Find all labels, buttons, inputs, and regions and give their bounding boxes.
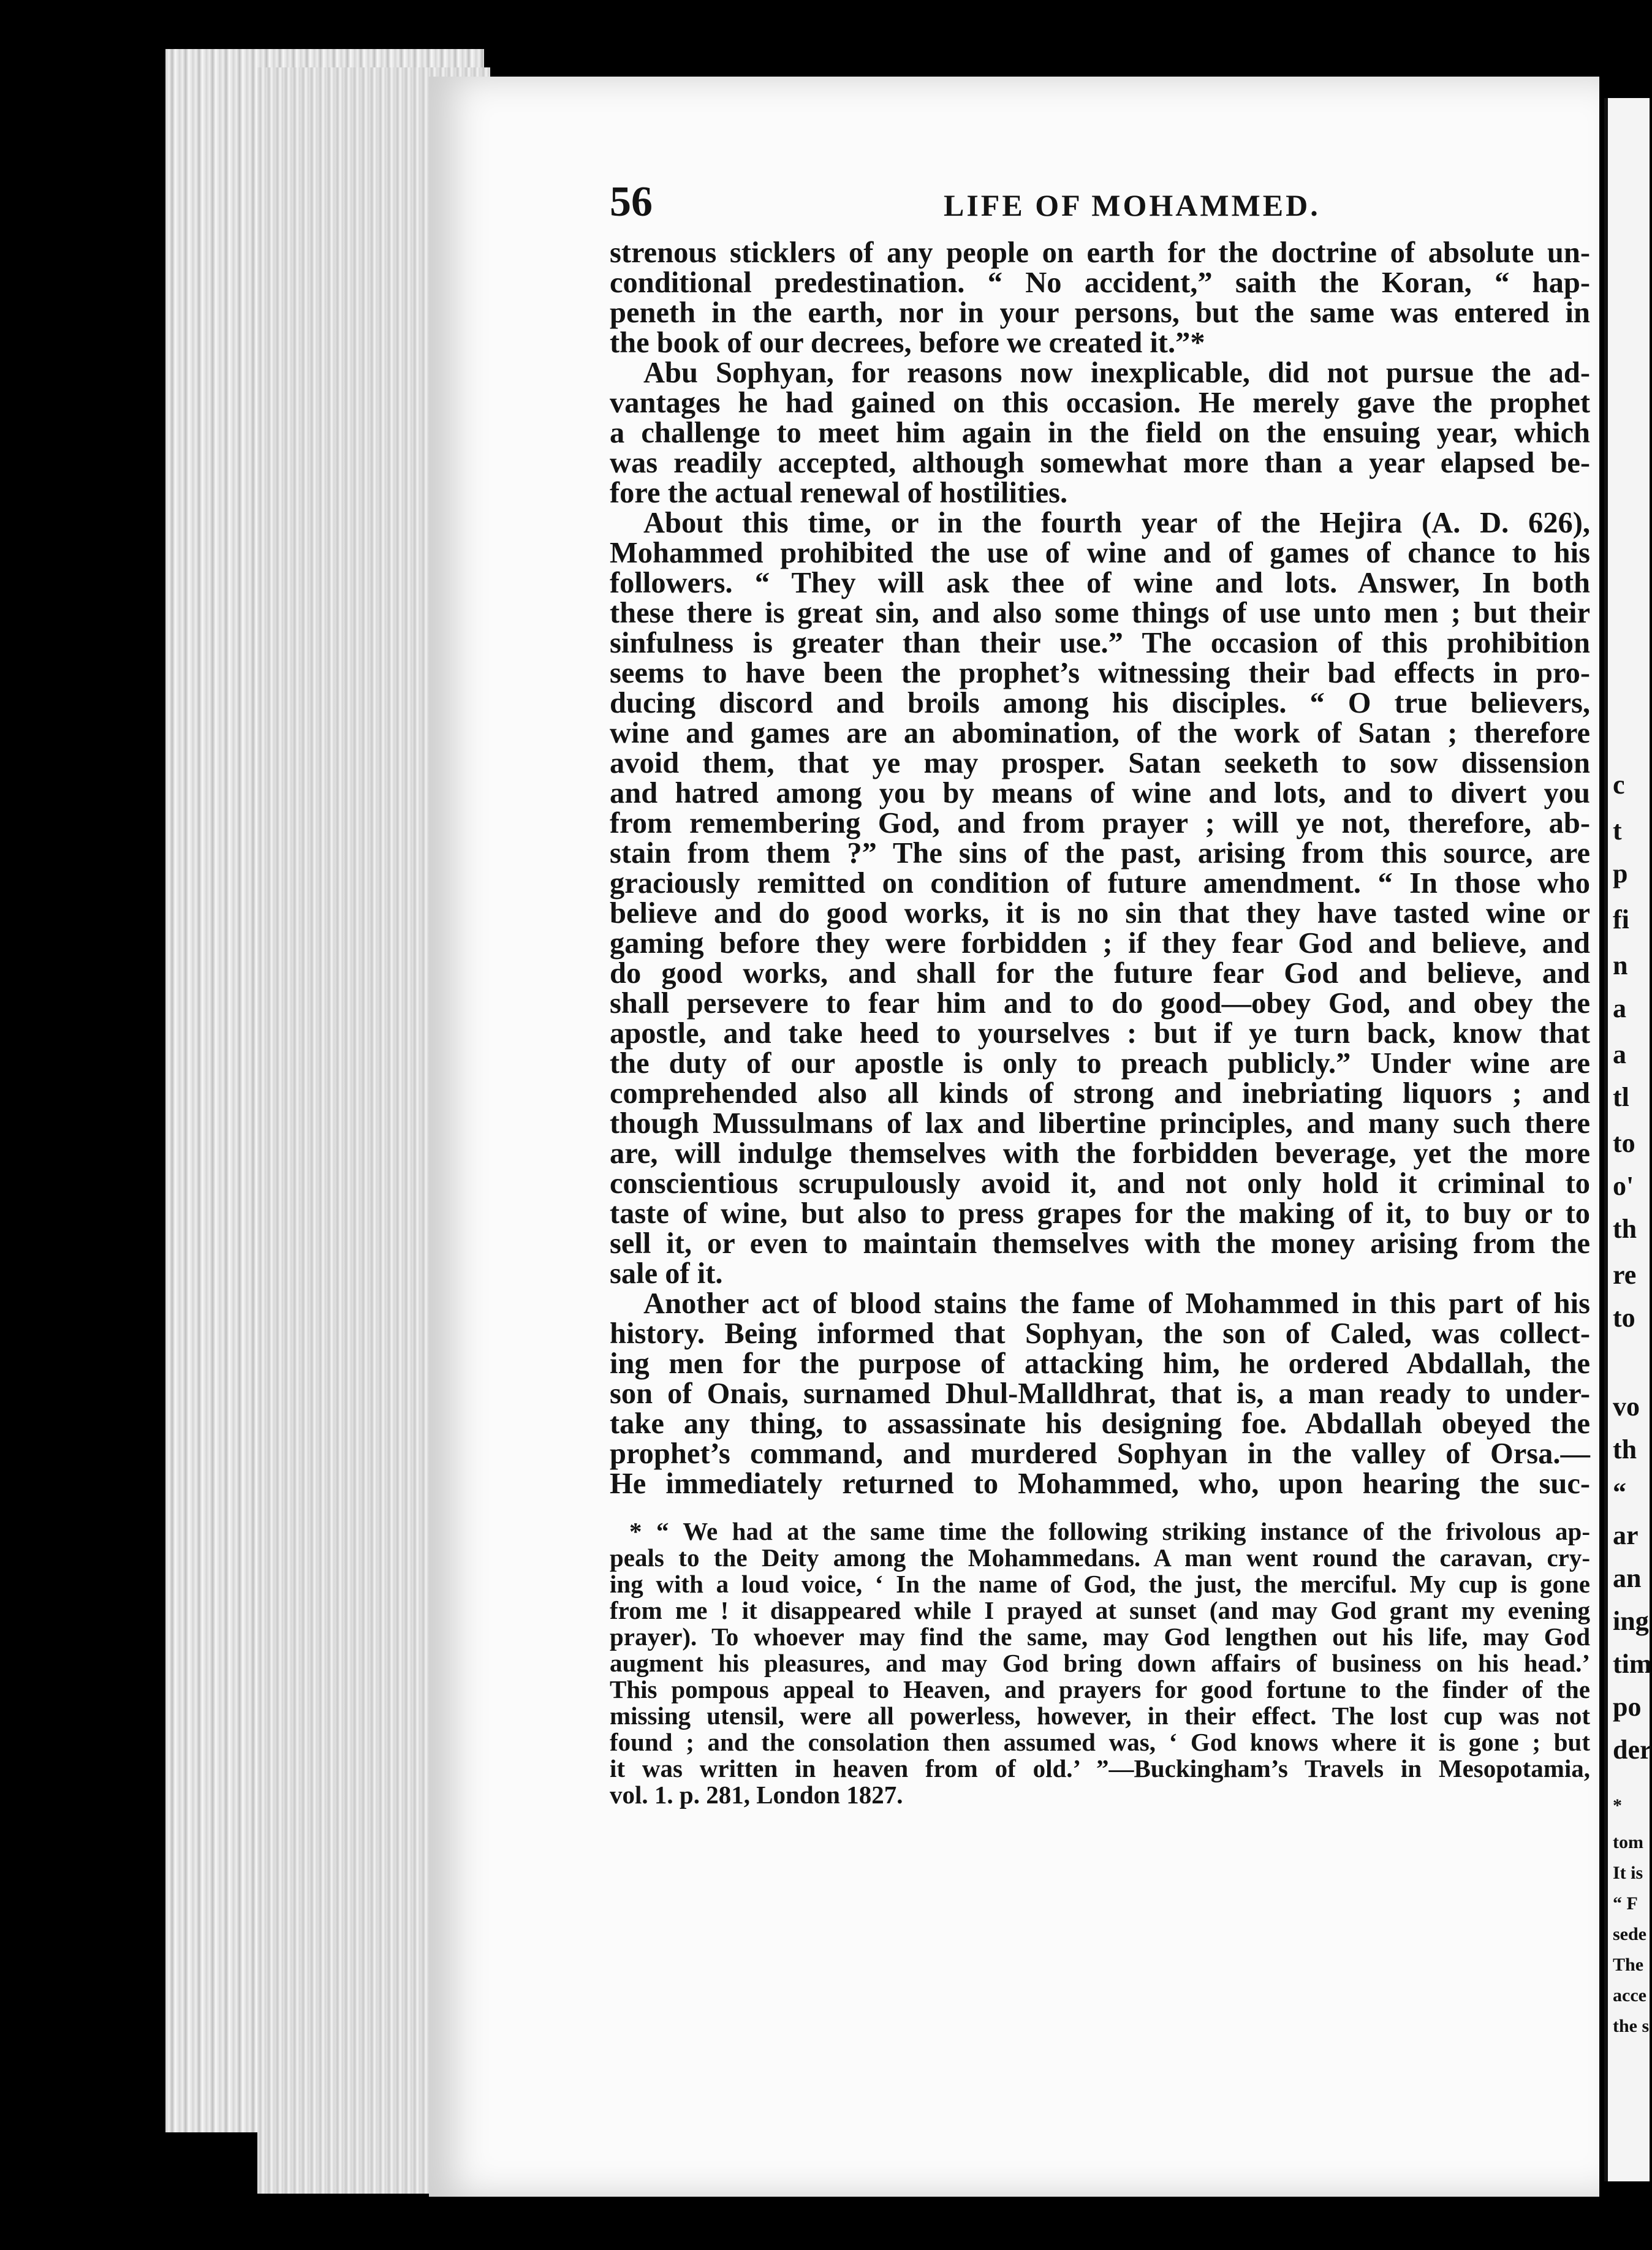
facing-page-fragment: ar <box>1613 1520 1639 1550</box>
facing-page-fragment: a <box>1613 993 1626 1023</box>
facing-page-fragment: fi <box>1613 904 1629 934</box>
facing-page-sliver <box>1604 98 1650 2181</box>
facing-page-fragment: acce <box>1613 1985 1646 2006</box>
body-text <box>610 238 1590 1499</box>
text-line: wine and games are an abomination, of the work of Satan ; therefore <box>610 717 1590 749</box>
text-line: the duty of our apostle is only to preach publicly.” Under wine are <box>610 1047 1590 1080</box>
facing-page-fragment: It is <box>1613 1863 1643 1883</box>
text-line: do good works, and shall for the future fear God and believe, and <box>610 957 1590 990</box>
text-line: Abu Sophyan, for reasons now inexplicable, did not pursue the ad- <box>643 357 1590 389</box>
footnote-line: peals to the Deity among the Mohammedans. A man went round the caravan, cry- <box>610 1544 1590 1572</box>
text-line: ducing discord and broils among his disciples. “ O true believers, <box>610 687 1590 719</box>
text-line: stain from them ?” The sins of the past, arising from this source, are <box>610 837 1590 869</box>
facing-page-fragment: po <box>1613 1692 1642 1722</box>
facing-page-fragment: tom <box>1613 1832 1643 1852</box>
text-line: son of Onais, surnamed Dhul-Malldhrat, that is, a man ready to under- <box>610 1377 1590 1410</box>
facing-page-fragment: * <box>1613 1795 1622 1816</box>
text-line: graciously remitted on condition of future amendment. “ In those who <box>610 867 1590 900</box>
facing-page-fragment: t <box>1613 816 1622 846</box>
text-line: About this time, or in the fourth year of the Hejira (A. D. 626), <box>643 507 1590 539</box>
text-line: He immediately returned to Mohammed, who, upon hearing the suc- <box>610 1468 1590 1500</box>
text-line: and hatred among you by means of wine and lots, and to divert you <box>610 777 1590 809</box>
text-line: Another act of blood stains the fame of Mohammed in this part of his <box>643 1287 1590 1320</box>
footnote-line: it was written in heaven from of old.’ ”—Buckingham’s Travels in Mesopotamia, <box>610 1754 1590 1782</box>
text-line: sale of it. <box>610 1257 723 1290</box>
text-line: from remembering God, and from prayer ; will ye not, therefore, ab- <box>610 807 1590 839</box>
footnote-line: augment his pleasures, and may God bring down affairs of business on his head.’ <box>610 1649 1590 1677</box>
facing-page-fragment: o' <box>1613 1171 1634 1201</box>
text-line: conditional predestination. “ No accident,” saith the Koran, “ hap- <box>610 267 1590 299</box>
facing-page-fragment: th <box>1613 1434 1637 1464</box>
page-content <box>610 178 1590 1808</box>
text-line: gaming before they were forbidden ; if they fear God and believe, and <box>610 927 1590 960</box>
footnote-line: found ; and the consolation then assumed was, ‘ God knows where it is gone ; but <box>610 1728 1590 1756</box>
facing-page-fragment: n <box>1613 950 1628 980</box>
text-line: though Mussulmans of lax and libertine principles, and many such there <box>610 1107 1590 1140</box>
facing-page-fragment: c <box>1613 770 1625 800</box>
text-line: are, will indulge themselves with the forbidden beverage, yet the more <box>610 1137 1590 1170</box>
text-line: Mohammed prohibited the use of wine and of games of chance to his <box>610 537 1590 569</box>
facing-page-fragment: the s <box>1613 2016 1650 2036</box>
footnote-line: * “ We had at the same time the following striking instance of the frivolous ap- <box>629 1517 1590 1545</box>
book-page <box>429 77 1599 2197</box>
footnote-line: ing with a loud voice, ‘ In the name of God, the just, the merciful. My cup is gone <box>610 1570 1590 1598</box>
facing-page-fragment: “ <box>1613 1477 1626 1507</box>
text-line: sell it, or even to maintain themselves with the money arising from the <box>610 1227 1590 1260</box>
footnote-line: prayer). To whoever may find the same, may God lengthen out his life, may God <box>610 1623 1590 1651</box>
text-line: seems to have been the prophet’s witnessing their bad effects in pro- <box>610 657 1590 689</box>
facing-page-fragment: tim <box>1613 1649 1652 1679</box>
text-line: taste of wine, but also to press grapes for the making of it, to buy or to <box>610 1197 1590 1230</box>
text-line: these there is great sin, and also some things of use unto men ; but their <box>610 597 1590 629</box>
footnote-line: This pompous appeal to Heaven, and prayers for good fortune to the finder of the <box>610 1675 1590 1703</box>
facing-page-fragment: an <box>1613 1563 1642 1593</box>
text-line: shall persevere to fear him and to do good—obey God, and obey the <box>610 987 1590 1020</box>
facing-page-fragment: vo <box>1613 1392 1640 1422</box>
footnote-line: missing utensil, were all powerless, however, in their effect. The lost cup was not <box>610 1702 1590 1730</box>
text-line: followers. “ They will ask thee of wine and lots. Answer, In both <box>610 567 1590 599</box>
page-number: 56 <box>610 178 653 225</box>
text-line: believe and do good works, it is no sin that they have tasted wine or <box>610 897 1590 930</box>
text-line: was readily accepted, although somewhat more than a year elapsed be- <box>610 447 1590 479</box>
facing-page-fragment: The <box>1613 1955 1644 1975</box>
text-line: comprehended also all kinds of strong and inebriating liquors ; and <box>610 1077 1590 1110</box>
footnote-line: vol. 1. p. 281, London 1827. <box>610 1781 903 1809</box>
facing-page-fragment: tl <box>1613 1082 1629 1112</box>
text-line: avoid them, that ye may prosper. Satan seeketh to sow dissension <box>610 747 1590 779</box>
text-line: strenous sticklers of any people on earth for the doctrine of absolute un- <box>610 237 1590 269</box>
facing-page-fragment: “ F <box>1613 1893 1638 1914</box>
text-line: the book of our decrees, before we created it.”* <box>610 327 1205 359</box>
facing-page-fragment: to <box>1613 1303 1635 1333</box>
facing-page-fragment: ing <box>1613 1606 1649 1636</box>
facing-page-fragment: sede <box>1613 1924 1646 1944</box>
footnote <box>610 1518 1590 1808</box>
text-line: a challenge to meet him again in the field on the ensuing year, which <box>610 417 1590 449</box>
facing-page-fragment: p <box>1613 858 1628 888</box>
text-line: vantages he had gained on this occasion. He merely gave the prophet <box>610 387 1590 419</box>
footnote-line: from me ! it disappeared while I prayed at sunset (and may God grant my evening <box>610 1596 1590 1624</box>
running-head: LIFE OF MOHAMMED. <box>944 188 1320 222</box>
text-line: apostle, and take heed to yourselves : but if ye turn back, know that <box>610 1017 1590 1050</box>
text-line: conscientious scrupulously avoid it, and not only hold it criminal to <box>610 1167 1590 1200</box>
facing-page-fragment: th <box>1613 1214 1637 1244</box>
text-line: history. Being informed that Sophyan, the son of Caled, was collect- <box>610 1317 1590 1350</box>
text-line: prophet’s command, and murdered Sophyan in the valley of Orsa.— <box>610 1438 1590 1470</box>
text-line: take any thing, to assassinate his designing foe. Abdallah obeyed the <box>610 1407 1590 1440</box>
facing-page-fragment: der <box>1613 1735 1652 1765</box>
facing-page-fragment: a <box>1613 1039 1626 1069</box>
facing-page-fragment: to <box>1613 1128 1635 1158</box>
text-line: peneth in the earth, nor in your persons, but the same was entered in <box>610 297 1590 329</box>
text-line: sinfulness is greater than their use.” The occasion of this prohibition <box>610 627 1590 659</box>
page-header <box>610 178 1590 233</box>
text-line: ing men for the purpose of attacking him, he ordered Abdallah, the <box>610 1347 1590 1380</box>
text-line: fore the actual renewal of hostilities. <box>610 477 1068 509</box>
facing-page-fragment: re <box>1613 1260 1637 1290</box>
